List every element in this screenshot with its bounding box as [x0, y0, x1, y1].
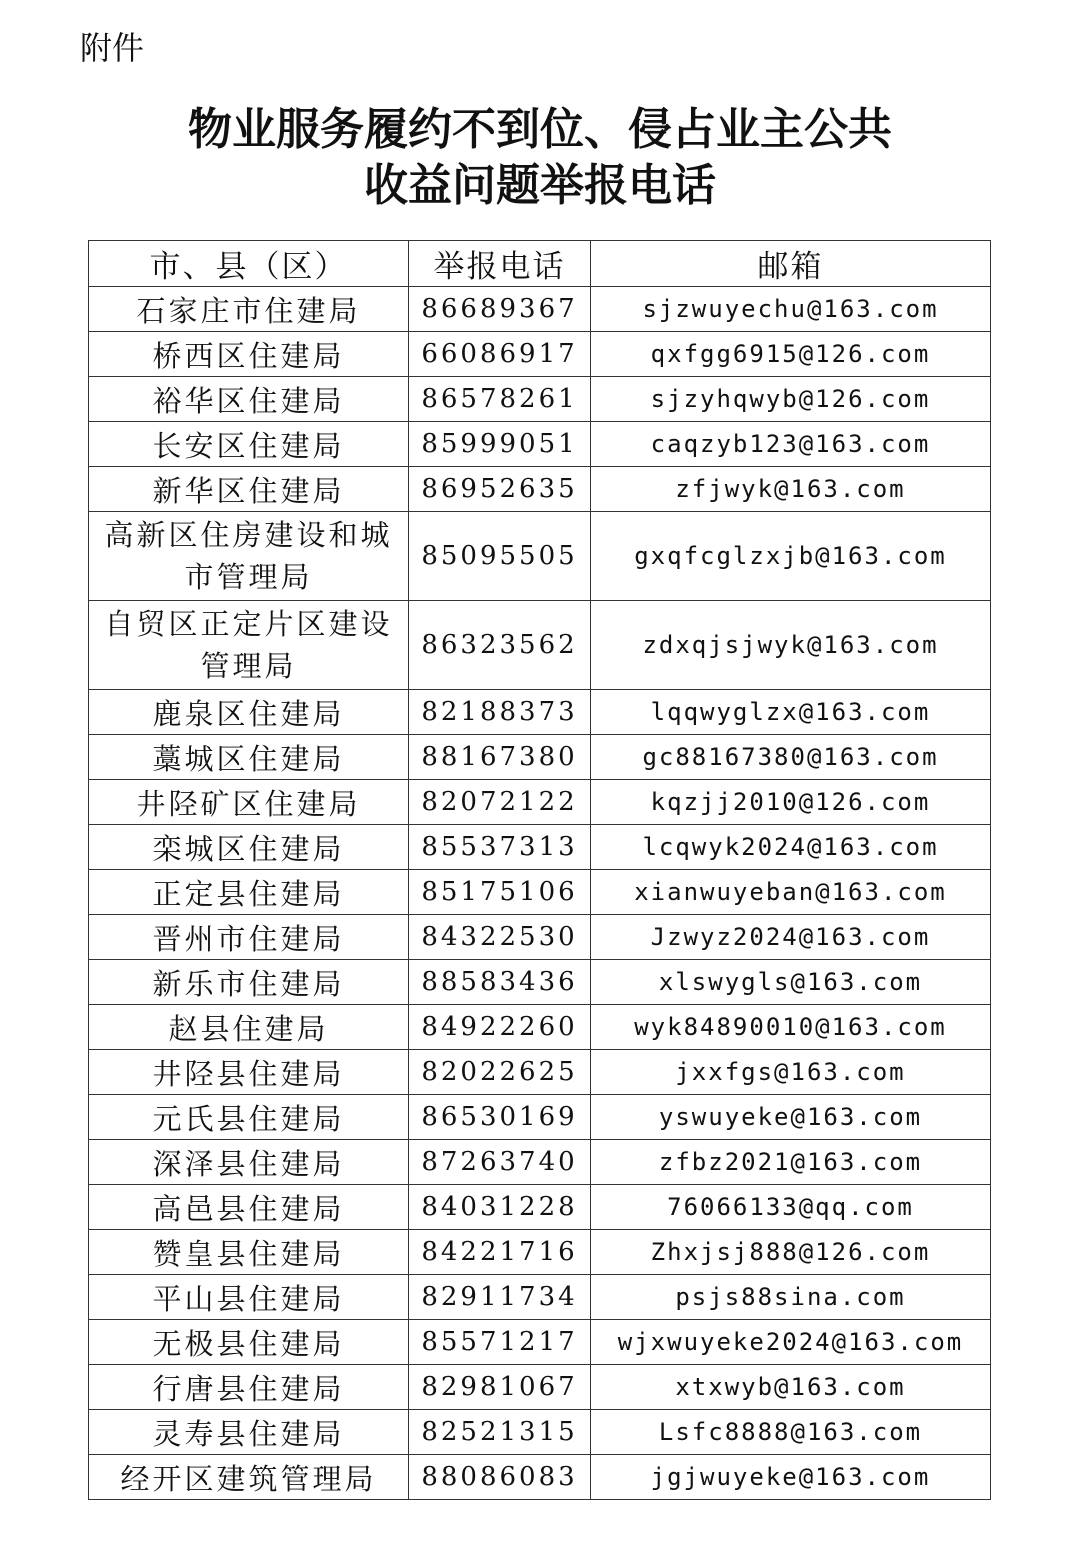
phone-cell: 85095505 — [409, 512, 591, 601]
email-cell: wjxwuyeke2024@163.com — [591, 1320, 991, 1365]
phone-cell: 86323562 — [409, 601, 591, 690]
phone-cell: 66086917 — [409, 332, 591, 377]
phone-cell: 84322530 — [409, 915, 591, 960]
email-cell: gc88167380@163.com — [591, 735, 991, 780]
table-row — [89, 1275, 991, 1320]
phone-cell: 88086083 — [409, 1455, 591, 1500]
table-row — [89, 780, 991, 825]
table-row — [89, 287, 991, 332]
region-cell: 无极县住建局 — [89, 1320, 409, 1365]
table-row — [89, 1185, 991, 1230]
phone-cell: 82981067 — [409, 1365, 591, 1410]
table-row — [89, 1365, 991, 1410]
region-cell: 经开区建筑管理局 — [89, 1455, 409, 1500]
page-title-line-1: 物业服务履约不到位、侵占业主公共 — [188, 104, 892, 155]
table-row — [89, 1095, 991, 1140]
phone-cell: 86578261 — [409, 377, 591, 422]
region-cell: 高邑县住建局 — [89, 1185, 409, 1230]
table-row — [89, 690, 991, 735]
region-cell: 新华区住建局 — [89, 467, 409, 512]
table-row — [89, 960, 991, 1005]
email-cell: xianwuyeban@163.com — [591, 870, 991, 915]
region-cell: 石家庄市住建局 — [89, 287, 409, 332]
email-cell: gxqfcglzxjb@163.com — [591, 512, 991, 601]
email-cell: jgjwuyeke@163.com — [591, 1455, 991, 1500]
table-row — [89, 1320, 991, 1365]
table-row — [89, 825, 991, 870]
table-row — [89, 1410, 991, 1455]
table-row — [89, 1230, 991, 1275]
region-cell: 正定县住建局 — [89, 870, 409, 915]
table-row — [89, 735, 991, 780]
region-cell: 元氏县住建局 — [89, 1095, 409, 1140]
attachment-label: 附件 — [80, 29, 145, 67]
region-cell: 晋州市住建局 — [89, 915, 409, 960]
hotline-table — [88, 240, 991, 1500]
email-cell: sjzyhqwyb@126.com — [591, 377, 991, 422]
table-header-row — [89, 241, 991, 287]
phone-cell: 85999051 — [409, 422, 591, 467]
table-row — [89, 377, 991, 422]
email-cell: caqzyb123@163.com — [591, 422, 991, 467]
phone-cell: 87263740 — [409, 1140, 591, 1185]
email-cell: Lsfc8888@163.com — [591, 1410, 991, 1455]
email-cell: Zhxjsj888@126.com — [591, 1230, 991, 1275]
email-cell: psjs88sina.com — [591, 1275, 991, 1320]
region-cell: 深泽县住建局 — [89, 1140, 409, 1185]
phone-cell: 88167380 — [409, 735, 591, 780]
email-cell: xtxwyb@163.com — [591, 1365, 991, 1410]
table-row — [89, 1455, 991, 1500]
region-cell: 井陉矿区住建局 — [89, 780, 409, 825]
phone-cell: 85571217 — [409, 1320, 591, 1365]
region-cell: 桥西区住建局 — [89, 332, 409, 377]
region-cell: 赵县住建局 — [89, 1005, 409, 1050]
region-cell: 自贸区正定片区建设管理局 — [89, 601, 409, 690]
phone-cell: 82072122 — [409, 780, 591, 825]
email-cell: jxxfgs@163.com — [591, 1050, 991, 1095]
region-cell: 井陉县住建局 — [89, 1050, 409, 1095]
phone-cell: 86952635 — [409, 467, 591, 512]
phone-cell: 88583436 — [409, 960, 591, 1005]
email-cell: lqqwyglzx@163.com — [591, 690, 991, 735]
phone-cell: 85537313 — [409, 825, 591, 870]
table-row — [89, 1005, 991, 1050]
email-cell: wyk84890010@163.com — [591, 1005, 991, 1050]
email-cell: Jzwyz2024@163.com — [591, 915, 991, 960]
table-row — [89, 915, 991, 960]
region-cell: 新乐市住建局 — [89, 960, 409, 1005]
email-cell: lcqwyk2024@163.com — [591, 825, 991, 870]
phone-cell: 82521315 — [409, 1410, 591, 1455]
phone-cell: 82188373 — [409, 690, 591, 735]
phone-cell: 84922260 — [409, 1005, 591, 1050]
email-cell: sjzwuyechu@163.com — [591, 287, 991, 332]
phone-cell: 85175106 — [409, 870, 591, 915]
page-title-line-2: 收益问题举报电话 — [364, 160, 716, 211]
region-cell: 行唐县住建局 — [89, 1365, 409, 1410]
email-cell: xlswygls@163.com — [591, 960, 991, 1005]
table-row — [89, 1050, 991, 1095]
region-cell: 赞皇县住建局 — [89, 1230, 409, 1275]
phone-cell: 84221716 — [409, 1230, 591, 1275]
phone-cell: 86530169 — [409, 1095, 591, 1140]
header-phone: 举报电话 — [409, 241, 591, 287]
header-region: 市、县（区） — [89, 241, 409, 287]
email-cell: zdxqjsjwyk@163.com — [591, 601, 991, 690]
table-row — [89, 422, 991, 467]
region-cell: 高新区住房建设和城市管理局 — [89, 512, 409, 601]
region-cell: 长安区住建局 — [89, 422, 409, 467]
email-cell: zfbz2021@163.com — [591, 1140, 991, 1185]
email-cell: qxfgg6915@126.com — [591, 332, 991, 377]
table-row — [89, 601, 991, 690]
region-cell: 鹿泉区住建局 — [89, 690, 409, 735]
email-cell: 76066133@qq.com — [591, 1185, 991, 1230]
table-row — [89, 332, 991, 377]
region-cell: 栾城区住建局 — [89, 825, 409, 870]
table-row — [89, 512, 991, 601]
region-cell: 平山县住建局 — [89, 1275, 409, 1320]
header-email: 邮箱 — [591, 241, 991, 287]
email-cell: yswuyeke@163.com — [591, 1095, 991, 1140]
table-row — [89, 467, 991, 512]
region-cell: 藁城区住建局 — [89, 735, 409, 780]
region-cell: 灵寿县住建局 — [89, 1410, 409, 1455]
email-cell: kqzjj2010@126.com — [591, 780, 991, 825]
page-title — [0, 102, 1080, 214]
phone-cell: 84031228 — [409, 1185, 591, 1230]
table-row — [89, 1140, 991, 1185]
phone-cell: 82022625 — [409, 1050, 591, 1095]
phone-cell: 82911734 — [409, 1275, 591, 1320]
email-cell: zfjwyk@163.com — [591, 467, 991, 512]
phone-cell: 86689367 — [409, 287, 591, 332]
table-row — [89, 870, 991, 915]
region-cell: 裕华区住建局 — [89, 377, 409, 422]
